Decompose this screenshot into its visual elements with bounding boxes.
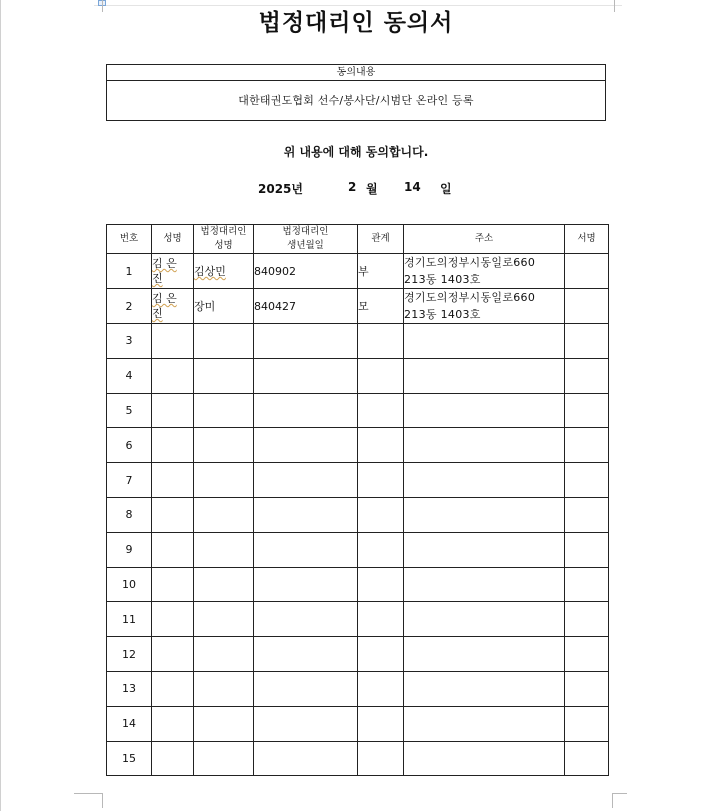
row-relation[interactable]	[358, 671, 404, 706]
row-guardian-name[interactable]	[194, 706, 254, 741]
row-name-line1: 김 은	[152, 292, 177, 305]
row-relation[interactable]	[358, 532, 404, 567]
row-signature[interactable]	[565, 463, 609, 498]
row-guardian-name[interactable]: 장미	[194, 289, 254, 324]
row-address-line2: 213동 1403호	[404, 273, 481, 286]
row-name-line1: 김 은	[152, 257, 177, 270]
row-signature[interactable]	[565, 602, 609, 637]
row-relation[interactable]: 모	[358, 289, 404, 324]
row-address[interactable]	[404, 289, 565, 324]
row-guardian-name[interactable]	[194, 637, 254, 672]
row-address[interactable]	[404, 637, 565, 672]
row-number: 10	[107, 567, 152, 602]
row-guardian-name[interactable]	[194, 463, 254, 498]
row-guardian-birth[interactable]	[254, 637, 358, 672]
row-signature[interactable]	[565, 497, 609, 532]
row-address[interactable]	[404, 741, 565, 776]
row-relation[interactable]	[358, 637, 404, 672]
row-address[interactable]	[404, 358, 565, 393]
row-guardian-birth[interactable]	[254, 602, 358, 637]
row-guardian-birth[interactable]	[254, 532, 358, 567]
date-day: 14	[404, 180, 421, 194]
row-guardian-name[interactable]	[194, 393, 254, 428]
row-guardian-birth[interactable]	[254, 741, 358, 776]
row-number: 5	[107, 393, 152, 428]
roster-table	[106, 224, 609, 776]
row-name[interactable]	[152, 428, 194, 463]
row-guardian-birth[interactable]	[254, 567, 358, 602]
table-row	[107, 393, 609, 428]
row-relation[interactable]	[358, 602, 404, 637]
row-name[interactable]	[152, 254, 194, 289]
row-signature[interactable]	[565, 289, 609, 324]
row-address[interactable]	[404, 532, 565, 567]
row-guardian-name[interactable]	[194, 358, 254, 393]
row-guardian-birth[interactable]	[254, 393, 358, 428]
row-relation[interactable]	[358, 497, 404, 532]
row-relation[interactable]: 부	[358, 254, 404, 289]
row-signature[interactable]	[565, 671, 609, 706]
row-address[interactable]	[404, 428, 565, 463]
table-row	[107, 497, 609, 532]
table-row	[107, 532, 609, 567]
row-name[interactable]	[152, 497, 194, 532]
row-name[interactable]	[152, 567, 194, 602]
row-guardian-name[interactable]	[194, 671, 254, 706]
row-relation[interactable]	[358, 463, 404, 498]
row-address-line1: 경기도의정부시동일로660	[404, 256, 536, 269]
consent-box	[106, 64, 606, 121]
row-signature[interactable]	[565, 324, 609, 359]
consent-body: 대한태권도협회 선수/봉사단/시범단 온라인 등록	[238, 94, 474, 107]
row-signature[interactable]	[565, 567, 609, 602]
header-guardian-name-line2: 성명	[214, 240, 233, 251]
row-signature[interactable]	[565, 637, 609, 672]
row-guardian-name[interactable]	[194, 324, 254, 359]
row-relation[interactable]	[358, 358, 404, 393]
row-name-line2: 진	[152, 272, 163, 285]
row-guardian-birth[interactable]	[254, 671, 358, 706]
row-address[interactable]	[404, 254, 565, 289]
row-guardian-name[interactable]	[194, 497, 254, 532]
row-address[interactable]	[404, 393, 565, 428]
table-row	[107, 567, 609, 602]
row-name[interactable]	[152, 741, 194, 776]
row-name[interactable]	[152, 393, 194, 428]
header-guardian-birth-line2: 생년월일	[287, 240, 324, 251]
header-guardian-name	[194, 225, 254, 254]
table-row	[107, 637, 609, 672]
row-guardian-birth[interactable]	[254, 428, 358, 463]
date-month: 2	[348, 180, 357, 194]
table-header-row	[107, 225, 609, 254]
row-guardian-birth[interactable]: 840427	[254, 289, 358, 324]
row-address[interactable]	[404, 567, 565, 602]
row-relation[interactable]	[358, 741, 404, 776]
agree-statement: 위 내용에 대해 동의합니다.	[283, 145, 429, 159]
row-relation[interactable]	[358, 393, 404, 428]
row-guardian-birth[interactable]	[254, 463, 358, 498]
row-address-line1: 경기도의정부시동일로660	[404, 291, 536, 304]
row-number: 1	[107, 254, 152, 289]
crop-mark	[74, 793, 88, 808]
row-name[interactable]	[152, 602, 194, 637]
date-month-unit: 월	[366, 182, 378, 196]
row-relation[interactable]	[358, 428, 404, 463]
row-signature[interactable]	[565, 741, 609, 776]
page-left-edge	[0, 0, 1, 811]
row-number: 3	[107, 324, 152, 359]
header-signature: 서명	[565, 225, 609, 254]
row-guardian-name[interactable]	[194, 428, 254, 463]
row-number: 15	[107, 741, 152, 776]
row-guardian-name[interactable]	[194, 741, 254, 776]
document-title: 법정대리인 동의서	[258, 9, 454, 36]
header-guardian-birth-line1: 법정대리인	[282, 226, 329, 237]
table-row	[107, 671, 609, 706]
header-number: 번호	[107, 225, 152, 254]
consent-header: 동의내용	[107, 65, 605, 81]
row-number: 4	[107, 358, 152, 393]
row-address-line2: 213동 1403호	[404, 308, 481, 321]
header-guardian-birth	[254, 225, 358, 254]
row-address[interactable]	[404, 671, 565, 706]
table-row	[107, 324, 609, 359]
table-row	[107, 358, 609, 393]
row-name[interactable]	[152, 324, 194, 359]
table-row	[107, 706, 609, 741]
row-number: 2	[107, 289, 152, 324]
header-relation: 관계	[358, 225, 404, 254]
row-name[interactable]	[152, 358, 194, 393]
row-guardian-name[interactable]	[194, 602, 254, 637]
date-day-unit: 일	[440, 182, 452, 196]
row-relation[interactable]	[358, 324, 404, 359]
row-guardian-birth[interactable]	[254, 706, 358, 741]
row-name[interactable]	[152, 532, 194, 567]
row-name[interactable]	[152, 289, 194, 324]
row-signature[interactable]	[565, 254, 609, 289]
row-name-line2: 진	[152, 307, 163, 320]
table-row	[107, 428, 609, 463]
row-signature[interactable]	[565, 393, 609, 428]
row-number: 8	[107, 497, 152, 532]
row-name[interactable]	[152, 671, 194, 706]
header-name: 성명	[152, 225, 194, 254]
row-guardian-birth[interactable]: 840902	[254, 254, 358, 289]
date-year: 2025년	[258, 182, 303, 196]
roster-body	[107, 254, 609, 776]
row-number: 7	[107, 463, 152, 498]
row-number: 9	[107, 532, 152, 567]
table-row	[107, 254, 609, 289]
row-guardian-name-text: 김상민	[194, 265, 226, 278]
row-signature[interactable]	[565, 428, 609, 463]
row-number: 13	[107, 671, 152, 706]
crop-mark	[88, 793, 103, 808]
row-guardian-name[interactable]	[194, 532, 254, 567]
row-guardian-birth[interactable]	[254, 324, 358, 359]
row-number: 12	[107, 637, 152, 672]
crop-mark	[612, 793, 626, 808]
row-signature[interactable]	[565, 706, 609, 741]
table-row	[107, 463, 609, 498]
table-row	[107, 602, 609, 637]
row-number: 6	[107, 428, 152, 463]
row-signature[interactable]	[565, 532, 609, 567]
row-guardian-birth[interactable]	[254, 358, 358, 393]
header-address: 주소	[404, 225, 565, 254]
row-address[interactable]	[404, 706, 565, 741]
row-address[interactable]	[404, 602, 565, 637]
row-address[interactable]	[404, 324, 565, 359]
row-name[interactable]	[152, 706, 194, 741]
row-signature[interactable]	[565, 358, 609, 393]
table-row	[107, 289, 609, 324]
row-guardian-name[interactable]	[194, 567, 254, 602]
row-guardian-name[interactable]	[194, 254, 254, 289]
row-name[interactable]	[152, 463, 194, 498]
row-name[interactable]	[152, 637, 194, 672]
row-number: 14	[107, 706, 152, 741]
header-guardian-name-line1: 법정대리인	[200, 226, 247, 237]
row-address[interactable]	[404, 497, 565, 532]
table-row	[107, 741, 609, 776]
row-relation[interactable]	[358, 706, 404, 741]
row-guardian-birth[interactable]	[254, 497, 358, 532]
row-address[interactable]	[404, 463, 565, 498]
row-number: 11	[107, 602, 152, 637]
row-relation[interactable]	[358, 567, 404, 602]
